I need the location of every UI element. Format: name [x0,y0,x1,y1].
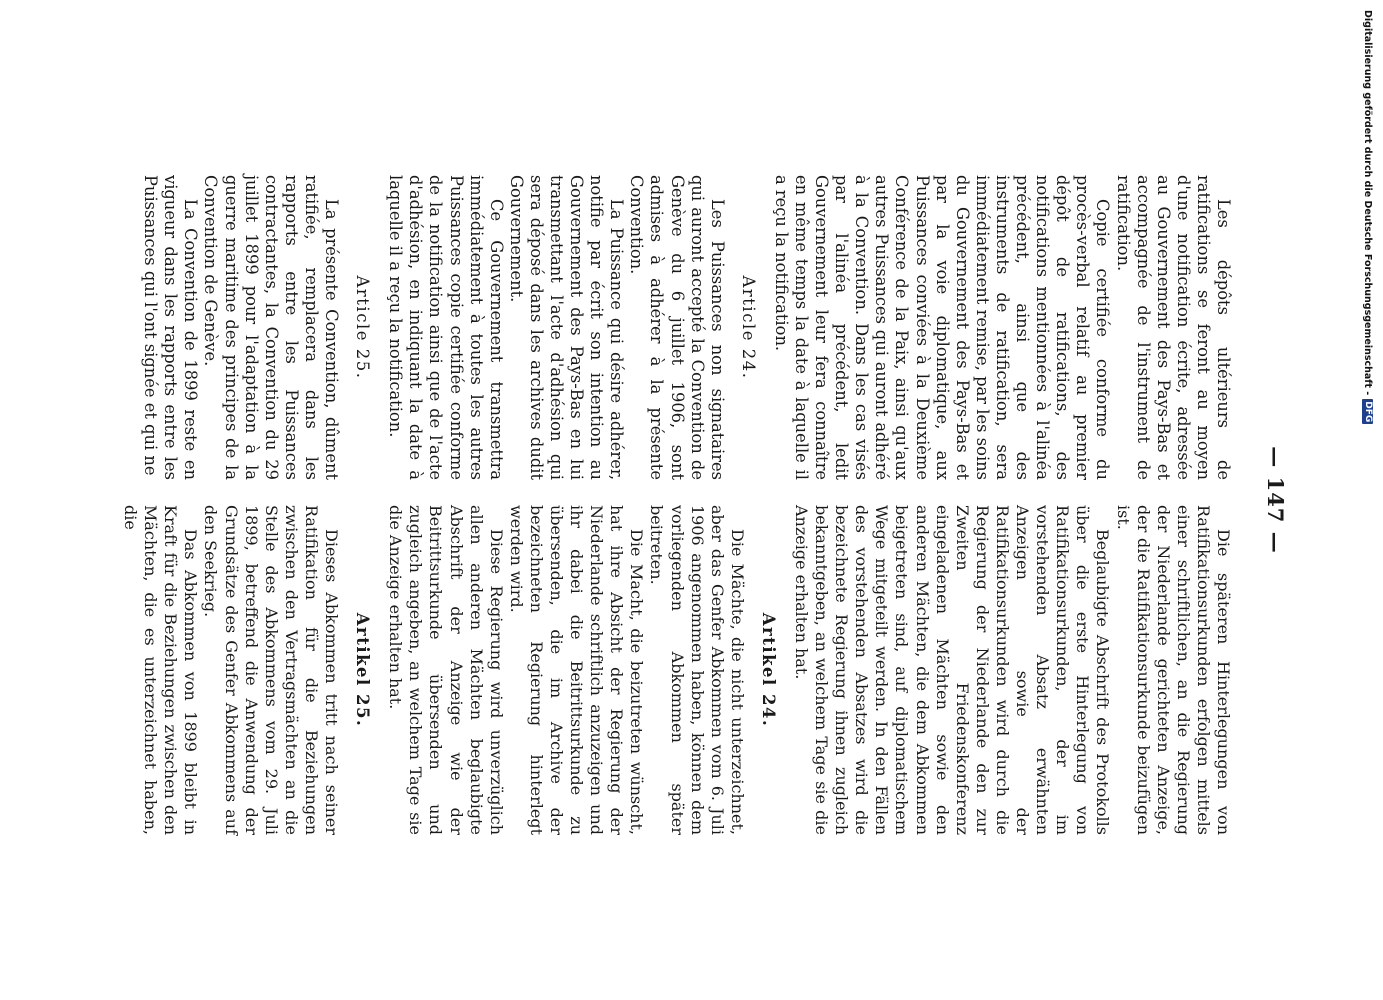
paragraph: Die Mächte, die nicht unterzeichnet, aber das Genfer Abkommen vom 6. Juli 1906 angenommen haben, können dem vorliegenden Abkommen später beitreten. [647,505,747,835]
paragraph: Beglaubigte Abschrift des Protokolls über die erste Hinterlegung von Ratifikationsurkunden, der im vorstehenden Absatz erwähnten Anzeigen sowie der Ratifikationsurkunden wird durch die Regierung der Niederlande den zur Zweiten Friedenskonferenz eingeladenen Mächten sowie den anderen Mächten, die dem Abkommen beigetreten sind, auf diplomatischem Wege mitgeteilt werden. In den Fällen des vorstehenden Absatzes wird die bezeichnete Regierung ihnen zugleich bekanntgeben, an welchem Tage sie die Anzeige erhalten hat. [792,505,1113,835]
paragraph: La Puissance qui désire adhérer, notifie par écrit son intention au Gouvernement des Pays-Bas en lui transmettant l'acte d'adhésion qui sera déposé dans les archives dudit Gouvernement. [506,175,627,480]
french-text-column [140,175,1233,480]
paragraph: Les dépôts ultérieurs de ratifications se feront au moyen d'une notification écrite, adressée au Gouvernement des Pays-Bas et accompagnée de l'instrument de ratification. [1113,175,1233,480]
paragraph: Les Puissances non signataires qui auront accepté la Convention de Genève du 6 juillet 1906, sont admises à adhérer à la présente Convention. [627,175,727,480]
paragraph: Ce Gouvernement transmettra immédiatement à toutes les autres Puissances copie certifiée conforme de la notification ainsi que de l'acte d'adhésion, en indiquant la date à laquelle il a reçu la notification. [386,175,506,480]
paragraph: Das Abkommen von 1899 bleibt in Kraft für die Beziehungen zwischen den Mächten, die es unterzeichnet haben, die [121,505,201,835]
artikel-25-heading: Artikel 25. [353,612,373,728]
paragraph: Copie certifiée conforme du procès-verbal relatif au premier dépôt de ratifications, des notifications mentionnées à l'alinéa précédent, ainsi que des instruments de ratification, sera immédiatement remise, par les soins du Gouvernement des Pays-Bas et par la voie diplomatique, aux Puissances conviées à la Deuxième Conférence de la Paix, ainsi qu'aux autres Puissances qui auront adhéré à la Convention. Dans les cas visés par l'alinéa précédent, ledit Gouvernement leur fera connaître en même temps la date à laquelle il a reçu la notification. [771,175,1113,480]
page-number: — 147 — [1263,446,1288,554]
paragraph: La présente Convention, dûment ratifiée, remplacera dans les rapports entre les Puissances contractantes, la Convention du 29 juillet 1899 pour l'adaptation à la guerre maritime des principes de la Convention de Genève. [201,175,342,480]
paragraph: Dieses Abkommen tritt nach seiner Ratifikation für die Beziehungen zwischen den Vertragsmächten an die Stelle des Abkommens vom 29. Juli 1899, betreffend die Anwendung der Grundsätze des Genfer Abkommens auf den Seekrieg. [201,505,342,835]
german-text-column [120,505,1233,835]
digitization-note: Digitalisierung gefördert durch die Deutsche Forschungsgemeinschaft - [1362,10,1373,396]
article-24-heading: Article 24. [738,275,758,380]
paragraph: Die Macht, die beizutreten wünscht, hat ihre Absicht der Regierung der Niederlande schriftlich anzuzeigen und ihr dabei die Beitrittsurkunde zu übersenden, die im Archive der bezeichneten Regierung hinterlegt werden wird. [506,505,647,835]
digitization-footer [1362,10,1373,424]
article-25-heading: Article 25. [353,275,373,380]
dfg-logo-icon: DFG [1363,401,1373,423]
paragraph: Diese Regierung wird unverzüglich allen anderen Mächten beglaubigte Abschrift der Anzeige wie der Beitrittsurkunde übersenden und zugleich angeben, an welchem Tage sie die Anzeige erhalten hat. [386,505,506,835]
artikel-24-heading: Artikel 24. [758,612,778,728]
paragraph: La Convention de 1899 reste en vigueur dans les rapports entre les Puissances qui l'ont signée et qui ne [141,175,201,480]
paragraph: Die späteren Hinterlegungen von Ratifikationsurkunden erfolgen mittels einer schriftlichen, an die Regierung der Niederlande gerichteten Anzeige, der die Ratifikationsurkunde beizufügen ist. [1113,505,1233,835]
